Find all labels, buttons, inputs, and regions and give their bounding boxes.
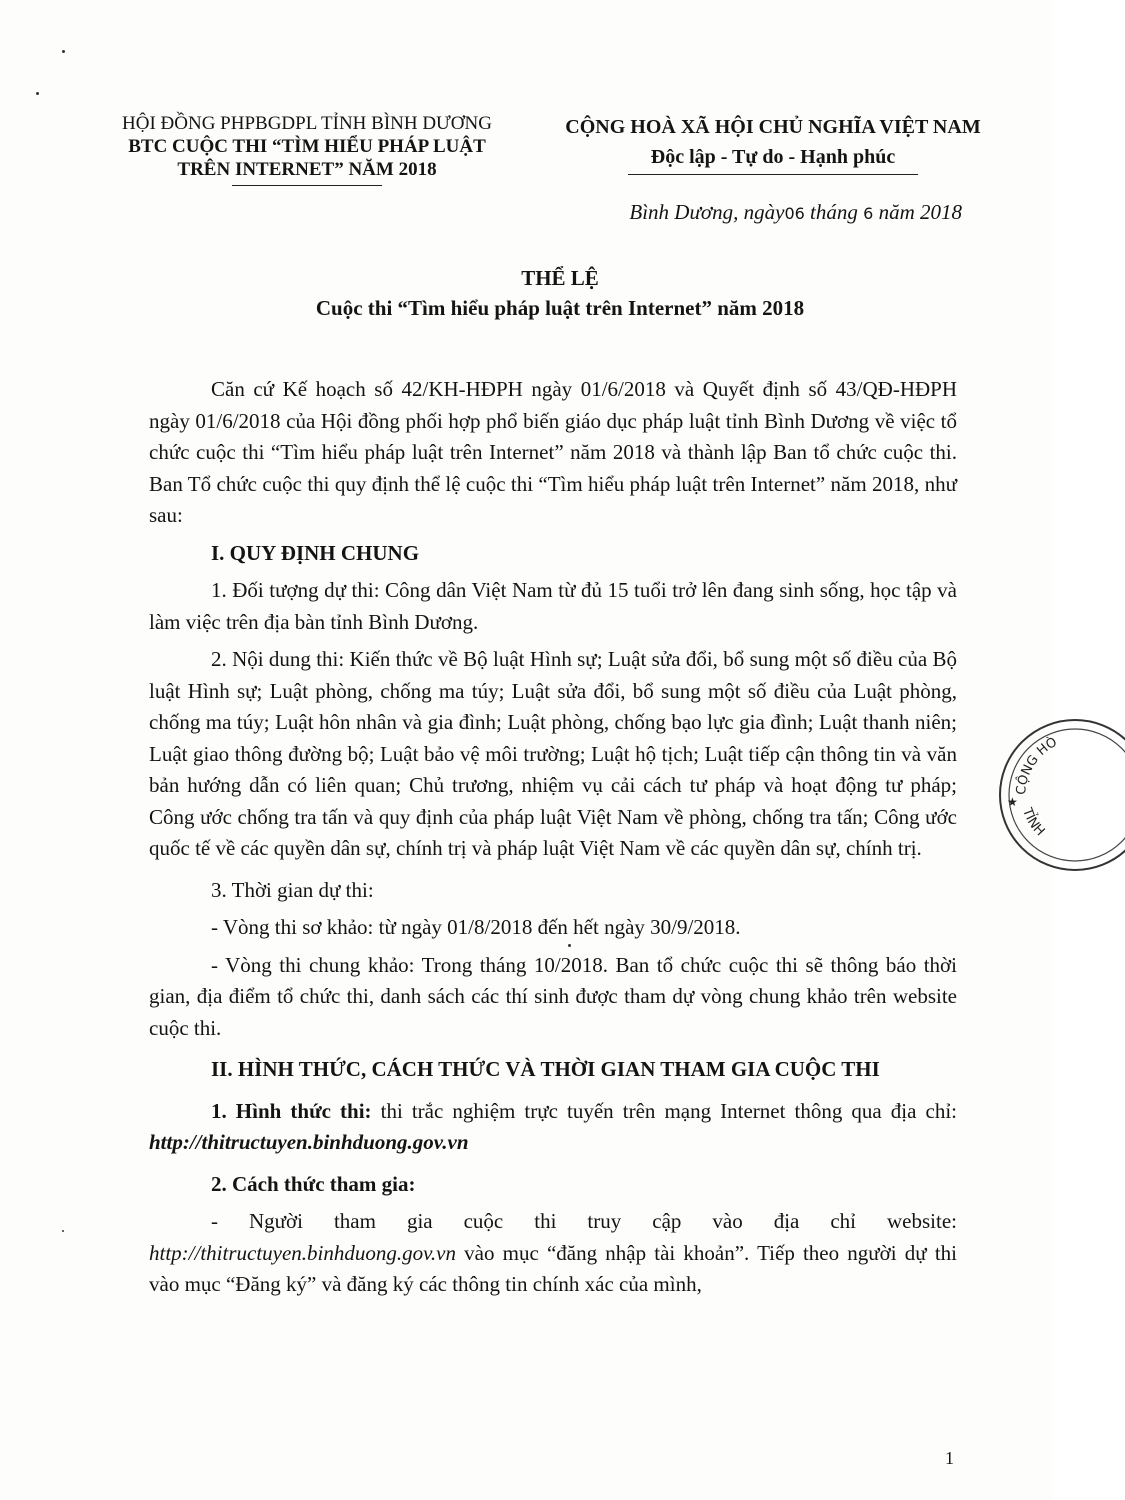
form-text: thi trắc nghiệm trực tuyến trên mạng Internet thông qua địa chỉ: bbox=[371, 1098, 958, 1123]
rule-item-3: 3. Thời gian dự thi: bbox=[211, 877, 374, 902]
issuing-authority-block bbox=[92, 112, 522, 186]
method-website-link[interactable]: http://thitructuyen.binhduong.gov.vn bbox=[149, 1240, 456, 1265]
section-1-heading: I. QUY ĐỊNH CHUNG bbox=[211, 540, 420, 565]
seal-star-icon: ★ bbox=[1007, 795, 1018, 809]
method-prefix: - Người tham gia cuộc thi truy cập vào địa chỉ website: bbox=[211, 1209, 957, 1233]
svg-text:TỈNH bbox=[1019, 805, 1048, 839]
scan-speck bbox=[36, 92, 39, 95]
scan-speck bbox=[62, 50, 65, 53]
document-subtitle: Cuộc thi “Tìm hiểu pháp luật trên Internet” năm 2018 bbox=[315, 296, 805, 320]
official-seal-stamp bbox=[985, 700, 1125, 880]
rule-item-2: 2. Nội dung thi: Kiến thức về Bộ luật Hình sự; Luật sửa đổi, bổ sung một số điều của Bộ luật Hình sự; Luật phòng, chống ma túy; Luật sửa đổi, bổ sung một số điều của Luật phòng, chống ma túy; Luật hôn nhân và gia đình; Luật phòng, chống bạo lực gia đình; Luật thanh niên; Luật giao thông đường bộ; Luật bảo vệ môi trường; Luật hộ tịch; Luật tiếp cận thông tin và văn bản hướng dẫn có liên quan; Chủ trương, nhiệm vụ cải cách tư pháp và hoạt động tư pháp; Công ước chống tra tấn và quy định của pháp luật Việt Nam về phòng, chống tra tấn; Công ước quốc tế về các quyền dân sự, chính trị và pháp luật Việt Nam về các quyền dân sự, chính trị. bbox=[149, 647, 957, 860]
date-month: 6 bbox=[863, 204, 874, 223]
scan-speck bbox=[62, 1230, 64, 1232]
document-title: THỂ LỆ bbox=[521, 266, 599, 290]
method-text: vào mục “đăng nhập tài khoản”. Tiếp theo người dự thi vào mục “Đăng ký” và đăng ký các thông tin chính xác của mình, bbox=[149, 1240, 957, 1296]
form-paragraph bbox=[149, 1096, 957, 1159]
national-motto: Độc lập - Tự do - Hạnh phúc bbox=[650, 146, 896, 168]
method-paragraph bbox=[149, 1206, 957, 1301]
date-month-label: tháng bbox=[810, 200, 858, 224]
rule-item-3b: - Vòng thi chung khảo: Trong tháng 10/2018. Ban tổ chức cuộc thi sẽ thông báo thời gian, địa điểm tổ chức thi, danh sách các thí sinh được tham dự vòng chung khảo trên website cuộc thi. bbox=[149, 952, 957, 1040]
seal-outer-ring bbox=[1000, 720, 1125, 870]
organizing-committee-line1: BTC CUỘC THI “TÌM HIỂU PHÁP LUẬT bbox=[128, 136, 486, 157]
page-number: 1 bbox=[945, 1448, 954, 1468]
council-name: HỘI ĐỒNG PHPBGDPL TỈNH BÌNH DƯƠNG bbox=[122, 113, 492, 134]
method-heading: 2. Cách thức tham gia: bbox=[211, 1171, 416, 1196]
contest-website-link[interactable]: http://thitructuyen.binhduong.gov.vn bbox=[149, 1130, 469, 1154]
authority-underline bbox=[232, 185, 382, 186]
intro-paragraph: Căn cứ Kế hoạch số 42/KH-HĐPH ngày 01/6/2018 và Quyết định số 43/QĐ-HĐPH ngày 01/6/2018 của Hội đồng phối hợp phổ biến giáo dục pháp luật tỉnh Bình Dương về việc tổ chức cuộc thi “Tìm hiểu pháp luật trên Internet” năm 2018 và thành lập Ban tổ chức cuộc thi. Ban Tổ chức cuộc thi quy định thể lệ cuộc thi “Tìm hiểu pháp luật trên Internet” năm 2018, như sau: bbox=[149, 377, 957, 527]
seal-text-bottom: TỈNH bbox=[1019, 806, 1048, 840]
date-prefix: Bình Dương, ngày bbox=[629, 200, 785, 224]
seal-text-top: CỘNG HÒ bbox=[1013, 734, 1060, 796]
date-year: năm 2018 bbox=[878, 200, 962, 224]
country-name: CỘNG HOÀ XÃ HỘI CHỦ NGHĨA VIỆT NAM bbox=[565, 116, 981, 138]
date-line bbox=[629, 200, 962, 225]
organizing-committee-line2: TRÊN INTERNET” NĂM 2018 bbox=[177, 159, 437, 180]
motto-underline bbox=[628, 174, 918, 175]
scan-speck bbox=[568, 944, 571, 947]
document-body bbox=[149, 374, 957, 1301]
date-day: 06 bbox=[784, 204, 805, 223]
rule-item-1: 1. Đối tượng dự thi: Công dân Việt Nam từ đủ 15 tuổi trở lên đang sinh sống, học tập và làm việc trên địa bàn tỉnh Bình Dương. bbox=[149, 578, 957, 634]
rule-item-3a: - Vòng thi sơ khảo: từ ngày 01/8/2018 đến hết ngày 30/9/2018. bbox=[211, 915, 741, 939]
section-2-heading: II. HÌNH THỨC, CÁCH THỨC VÀ THỜI GIAN THAM GIA CUỘC THI bbox=[211, 1057, 880, 1081]
form-label: 1. Hình thức thi: bbox=[211, 1098, 372, 1123]
national-motto-block bbox=[548, 112, 998, 175]
